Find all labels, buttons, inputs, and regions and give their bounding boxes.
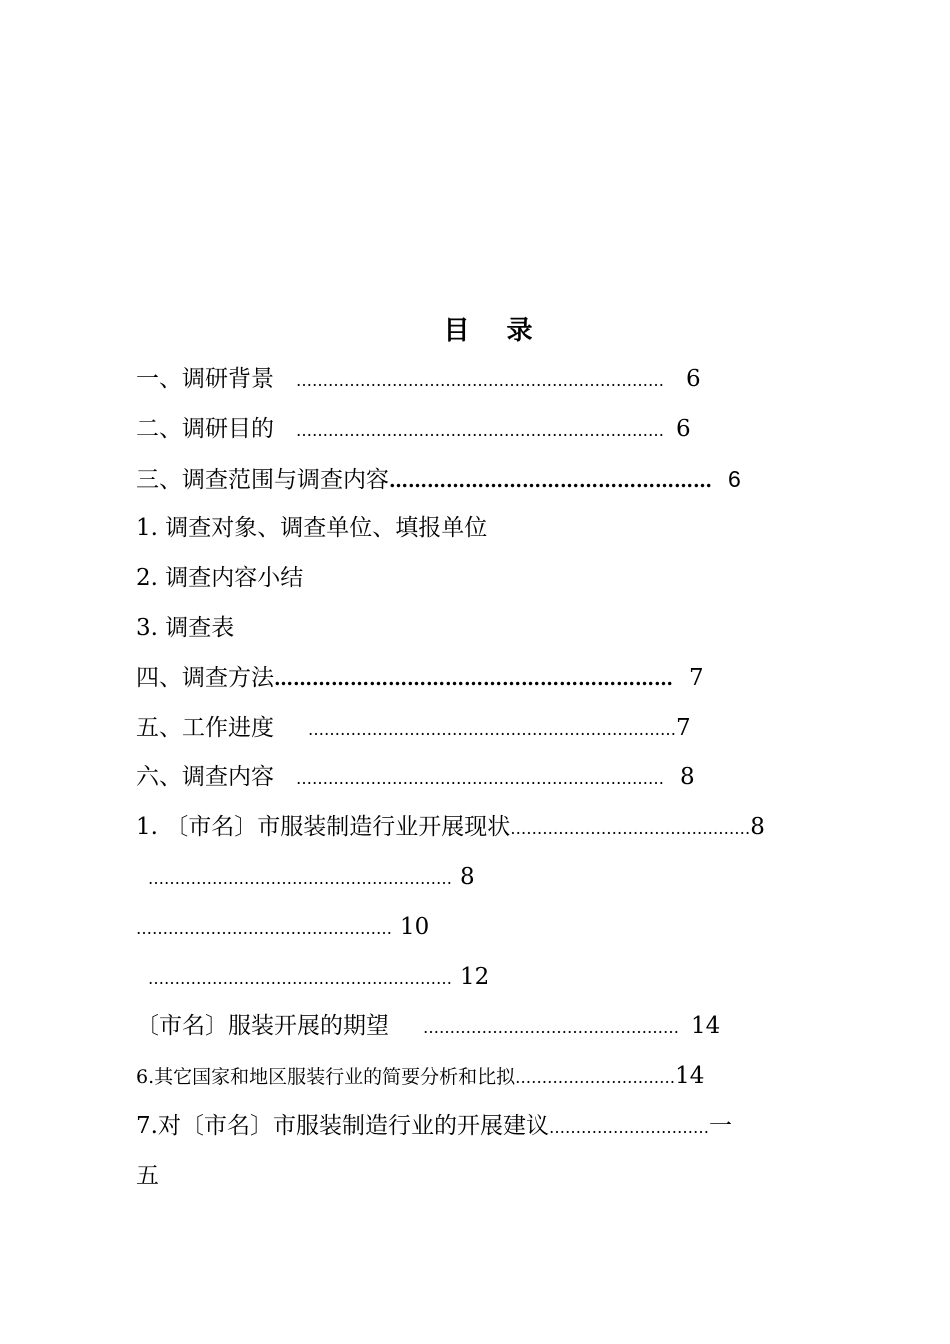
toc-entry [148,860,475,896]
toc-leader-dots: …………………………………………………………… [296,371,664,390]
toc-page-number: 10 [400,914,430,940]
toc-entry [136,760,695,796]
toc-page-number: 14 [691,1013,721,1039]
toc-leader-dots: ………………………………………… [423,1018,679,1037]
toc-leader-dots: ……………………………………………………… [274,668,673,690]
toc-title: 目 录 [443,316,547,346]
toc-entry-label: 1. 〔市名〕市服装制造行业开展现状 [136,814,511,840]
toc-page-number: 12 [460,964,490,990]
toc-entry-label: 1. 调查对象、调查单位、填报单位 [136,515,488,541]
toc-page-number: 6 [686,366,701,392]
toc-leader-dots: …………………………………………………………… [296,421,664,440]
toc-page-number: 一 [708,1113,732,1139]
toc-entry-label: 二、调研目的 [136,416,274,442]
toc-page-number: 8 [750,814,765,840]
toc-entry-label: 7.对〔市名〕市服装制造行业的开展建议 [136,1113,549,1139]
toc-leader-dots: ………………………………………………… [148,869,452,888]
toc-entry [136,711,691,747]
toc-entry-label: 6.其它国家和地区服装行业的简要分析和比拟 [136,1066,516,1088]
toc-page-number: 6 [728,466,741,492]
toc-page-number: 14 [675,1063,705,1089]
toc-page-number: 7 [689,665,704,691]
toc-entry [136,1109,732,1145]
toc-leader-dots: ……………………………………… [510,819,751,838]
toc-leader-dots: ………………………… [515,1068,676,1087]
toc-leader-dots: …………………………………………………………… [308,720,676,739]
toc-leader-dots: ………………………………………… [136,919,392,938]
toc-entry [136,362,701,398]
toc-entry-label: 五 [136,1163,159,1189]
toc-page-number: 8 [460,864,475,890]
toc-entry-label: 3. 调查表 [136,615,235,641]
toc-page-number: 8 [680,764,695,790]
toc-entry-label: 五、工作进度 [136,715,274,741]
toc-leader-dots: …………………………………………… [389,470,712,492]
toc-entry-label: 〔市名〕服装开展的期望 [136,1013,389,1039]
toc-entry [136,561,303,595]
toc-entry [136,910,429,946]
toc-leader-dots: ………………………………………………… [148,969,452,988]
toc-page-number: 7 [676,715,691,741]
toc-entry [148,960,489,996]
toc-entry [136,1159,159,1193]
toc-entry [136,810,765,846]
toc-entry [136,412,691,448]
toc-entry [136,1059,704,1095]
toc-entry [136,661,704,696]
toc-entry-label: 一、调研背景 [136,366,274,392]
toc-entry-label: 2. 调查内容小结 [136,565,304,591]
toc-entry [136,611,234,645]
toc-entry-label: 四、调查方法 [136,665,274,691]
toc-entry [136,1009,720,1045]
toc-leader-dots: …………………………………………………………… [296,769,664,788]
toc-leader-dots: ………………………… [548,1118,709,1137]
toc-entry-label: 三、调查范围与调查内容 [136,467,389,493]
toc-entry [136,462,741,498]
toc-entry-label: 六、调查内容 [136,764,274,790]
toc-entry [136,511,487,545]
toc-page-number: 6 [676,416,691,442]
